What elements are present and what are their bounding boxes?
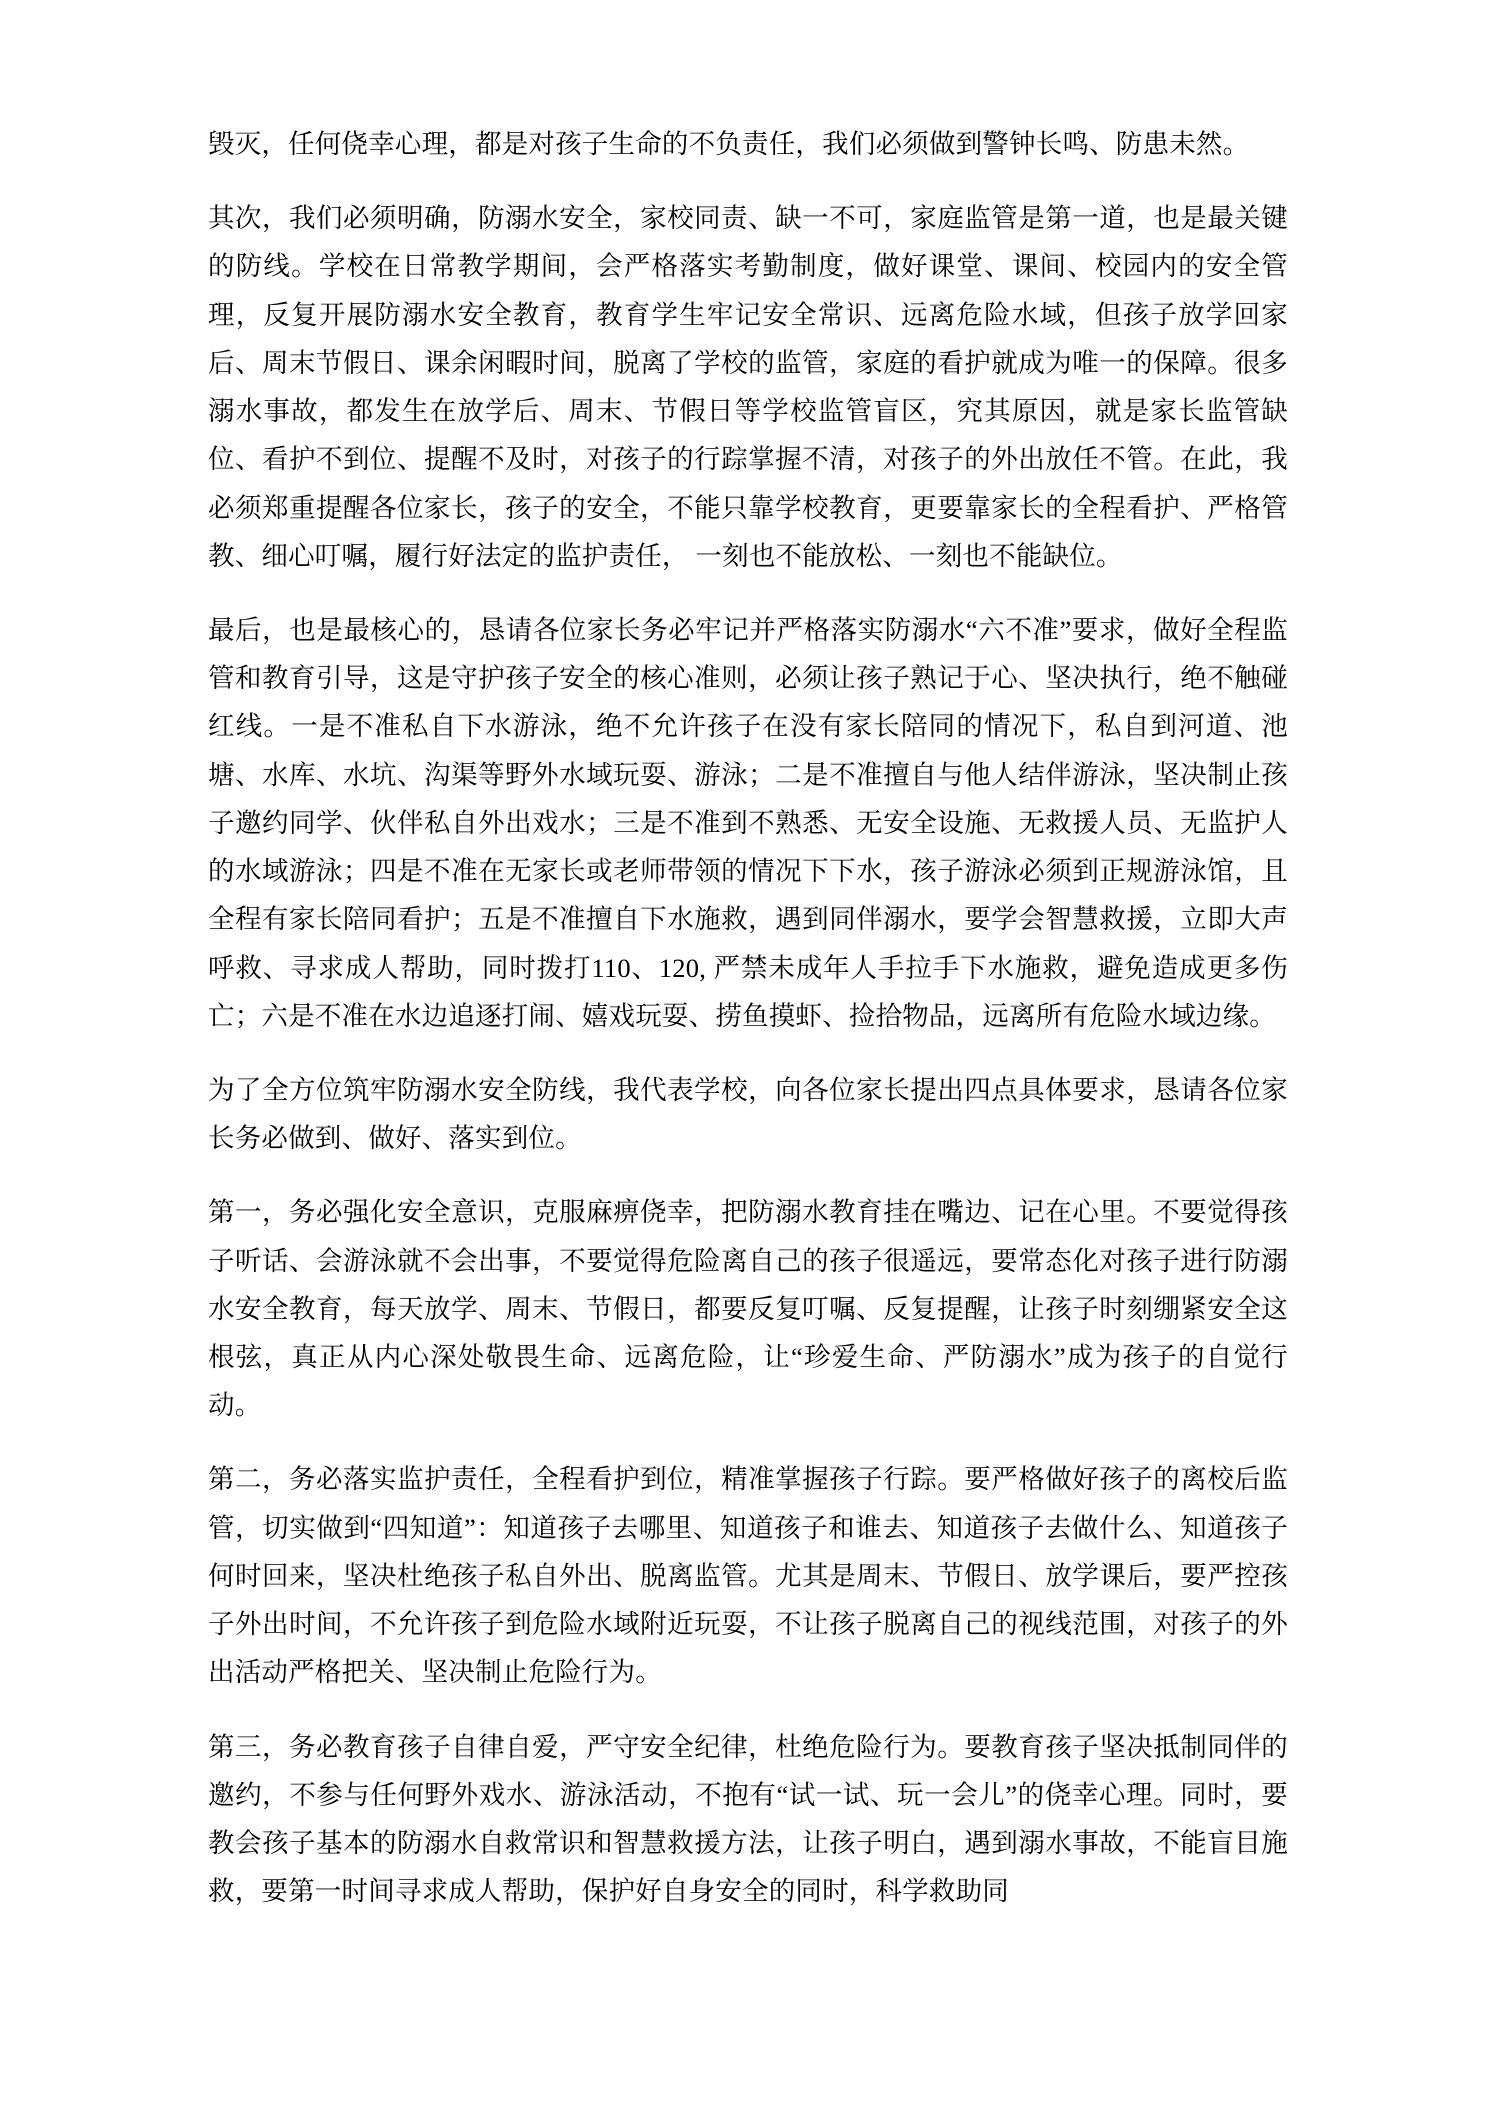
paragraph-5: 第一，务必强化安全意识，克服麻痹侥幸，把防溺水教育挂在嘴边、记在心里。不要觉得孩子听话、会游泳就不会出事，不要觉得危险离自己的孩子很遥远，要常态化对孩子进行防溺水安全教育，每天放学、周末、节假日，都要反复叮嘱、反复提醒，让孩子时刻绷紧安全这根弦，真正从内心深处敬畏生命、远离危险，让“珍爱生命、严防溺水”成为孩子的自觉行动。 bbox=[208, 1197, 1288, 1421]
paragraph-1: 毁灭，任何侥幸心理，都是对孩子生命的不负责任，我们必须做到警钟长鸣、防患未然。 bbox=[208, 129, 1250, 159]
paragraph-4: 为了全方位筑牢防溺水安全防线，我代表学校，向各位家长提出四点具体要求，恳请各位家长务必做到、做好、落实到位。 bbox=[208, 1074, 1288, 1154]
paragraph-2: 其次，我们必须明确，防溺水安全，家校同责、缺一不可，家庭监管是第一道，也是最关键的防线。学校在日常教学期间，会严格落实考勤制度，做好课堂、课间、校园内的安全管理，反复开展防溺水安全教育，教育学生牢记安全常识、远离危险水域，但孩子放学回家后、周末节假日、课余闲暇时间，脱离了学校的监管，家庭的看护就成为唯一的保障。很多溺水事故，都发生在放学后、周末、节假日等学校监管盲区，究其原因，就是家长监管缺位、看护不到位、提醒不及时，对孩子的行踪掌握不清，对孩子的外出放任不管。在此，我必须郑重提醒各位家长，孩子的安全，不能只靠学校教育，更要靠家长的全程看护、严格管教、细心叮嘱，履行好法定的监护责任， 一刻也不能放松、一刻也不能缺位。 bbox=[208, 203, 1288, 571]
paragraph-7: 第三，务必教育孩子自律自爱，严守安全纪律，杜绝危险行为。要教育孩子坚决抵制同伴的邀约，不参与任何野外戏水、游泳活动，不抱有“试一试、玩一会儿”的侥幸心理。同时，要教会孩子基本的防溺水自救常识和智慧救援方法，让孩子明白，遇到溺水事故，不能盲目施救，要第一时间寻求成人帮助，保护好自身安全的同时，科学救助同 bbox=[208, 1731, 1288, 1907]
paragraph-3: 最后，也是最核心的，恳请各位家长务必牢记并严格落实防溺水“六不准”要求，做好全程监管和教育引导，这是守护孩子安全的核心准则，必须让孩子熟记于心、坚决执行，绝不触碰红线。一是不准私自下水游泳，绝不允许孩子在没有家长陪同的情况下，私自到河道、池塘、水库、水坑、沟渠等野外水域玩耍、游泳；二是不准擅自与他人结伴游泳，坚决制止孩子邀约同学、伙伴私自外出戏水；三是不准到不熟悉、无安全设施、无救援人员、无监护人的水域游泳；四是不准在无家长或老师带领的情况下下水，孩子游泳必须到正规游泳馆，且全程有家长陪同看护；五是不准擅自下水施救，遇到同伴溺水，要学会智慧救援，立即大声呼救、寻求成人帮助，同时拨打110、120, 严禁未成年人手拉手下水施救，避免造成更多伤亡；六是不准在水边追逐打闹、嬉戏玩耍、捞鱼摸虾、捡拾物品，远离所有危险水域边缘。 bbox=[208, 614, 1288, 1031]
document-body bbox=[208, 120, 1288, 1915]
paragraph-6: 第二，务必落实监护责任，全程看护到位，精准掌握孩子行踪。要严格做好孩子的离校后监管，切实做到“四知道”：知道孩子去哪里、知道孩子和谁去、知道孩子去做什么、知道孩子何时回来，坚决杜绝孩子私自外出、脱离监管。尤其是周末、节假日、放学课后，要严控孩子外出时间，不允许孩子到危险水域附近玩耍，不让孩子脱离自己的视线范围，对孩子的外出活动严格把关、坚决制止危险行为。 bbox=[208, 1464, 1288, 1688]
